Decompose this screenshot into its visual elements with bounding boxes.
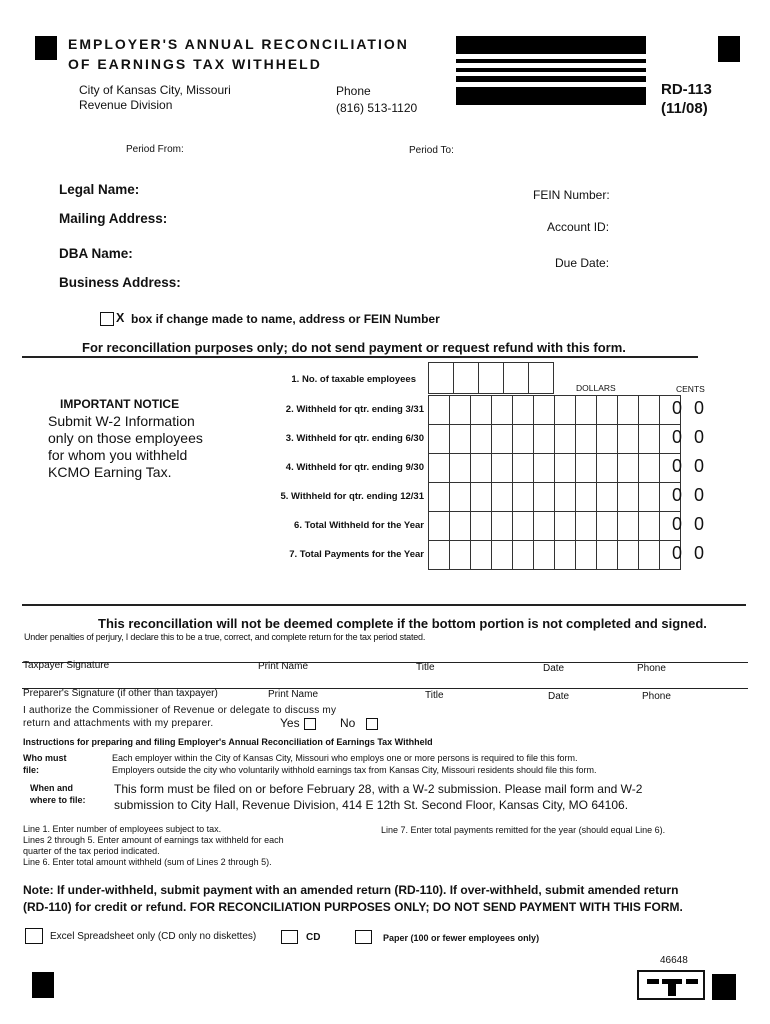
- legal-name-label: Legal Name:: [59, 182, 140, 197]
- when-where-text-2: submission to City Hall, Revenue Division, 414 E 12th St. Second Floor, Kansas City, MO 64106.: [114, 798, 629, 812]
- corner-mark-bottom-left: [32, 972, 54, 998]
- paper-checkbox[interactable]: [355, 930, 372, 944]
- taxpayer-date-label: Date: [543, 663, 565, 674]
- paper-option-label: Paper (100 or fewer employees only): [383, 933, 540, 943]
- phone-label: Phone: [336, 84, 371, 98]
- form-number: RD-113: [661, 81, 712, 98]
- line-4-cents-2: 0: [693, 456, 704, 476]
- line-7-label: 7. Total Payments for the Year: [289, 549, 424, 560]
- authorize-no-checkbox[interactable]: [366, 718, 378, 730]
- dba-name-label: DBA Name:: [59, 246, 133, 261]
- line-2-cents-1: 0: [671, 398, 682, 418]
- taxpayer-title-label: Title: [416, 662, 435, 673]
- taxpayer-phone-label: Phone: [637, 663, 666, 674]
- division-name: Revenue Division: [79, 98, 173, 112]
- line-6-cents-2: 0: [693, 514, 704, 534]
- line-note-2: Lines 2 through 5. Enter amount of earnings tax withheld for each: [23, 835, 284, 845]
- period-from-label: Period From:: [126, 144, 184, 155]
- preparer-title-label: Title: [425, 690, 444, 701]
- instructions-heading: Instructions for preparing and filing Employer's Annual Reconciliation of Earnings Tax Withheld: [23, 737, 433, 747]
- line-note-1: Line 1. Enter number of employees subject to tax.: [23, 824, 222, 834]
- line-3-label: 3. Withheld for qtr. ending 6/30: [285, 433, 424, 444]
- form-revision-date: (11/08): [661, 100, 708, 117]
- due-date-label: Due Date:: [555, 256, 610, 270]
- phone-number: (816) 513-1120: [336, 101, 418, 115]
- line-3-cents-1: 0: [671, 427, 682, 447]
- period-to-label: Period To:: [409, 145, 454, 156]
- reconciliation-heading: For reconcillation purposes only; do not send payment or request refund with this form.: [82, 340, 626, 355]
- line-note-7: Line 7. Enter total payments remitted for the year (should equal Line 6).: [381, 825, 666, 835]
- line-1-employee-count-boxes[interactable]: [428, 362, 554, 394]
- preparer-signature-label: Preparer's Signature (if other than taxpayer): [23, 688, 218, 699]
- note-line-1: Note: If under-withheld, submit payment with an amended return (RD-110). If over-withheld, submit amended return: [23, 883, 679, 897]
- line-5-cents-1: 0: [671, 485, 682, 505]
- who-must-file-text-2: Employers outside the city who voluntarily withhold earnings tax from Kansas City, Missouri residents should file this form.: [112, 765, 597, 775]
- line-5-label: 5. Withheld for qtr. ending 12/31: [280, 491, 424, 502]
- line-1-label: 1. No. of taxable employees: [291, 374, 416, 385]
- notice-line-4: KCMO Earning Tax.: [48, 464, 172, 480]
- authorize-yes-checkbox[interactable]: [304, 718, 316, 730]
- preparer-print-name-label: Print Name: [268, 689, 319, 700]
- line-6-label: 6. Total Withheld for the Year: [294, 520, 424, 531]
- line-2-label: 2. Withheld for qtr. ending 3/31: [285, 404, 424, 415]
- cd-option-label: CD: [306, 932, 321, 943]
- corner-mark-top-right: [718, 36, 740, 62]
- when-where-label-1: When and: [30, 783, 73, 793]
- notice-heading: IMPORTANT NOTICE: [60, 397, 180, 411]
- notice-line-2: only on those employees: [48, 430, 203, 446]
- preparer-date-label: Date: [548, 691, 570, 702]
- line-3-cents-2: 0: [693, 427, 704, 447]
- line-7-cents-1: 0: [671, 543, 682, 563]
- line-4-cents-1: 0: [671, 456, 682, 476]
- who-must-file-label-2: file:: [23, 765, 40, 775]
- line-4-label: 4. Withheld for qtr. ending 9/30: [285, 462, 424, 473]
- corner-mark-bottom-right: [712, 974, 736, 1000]
- authorize-no-label: No: [340, 716, 356, 730]
- line-6-cents-1: 0: [671, 514, 682, 534]
- amount-entry-grid[interactable]: [428, 395, 681, 570]
- account-id-label: Account ID:: [547, 220, 610, 234]
- authorize-yes-label: Yes: [280, 716, 300, 730]
- change-checkbox[interactable]: [100, 312, 114, 326]
- who-must-file-text-1: Each employer within the City of Kansas City, Missouri who employs one or more persons is required to file this form.: [112, 753, 578, 763]
- line-5-cents-2: 0: [693, 485, 704, 505]
- form-title-line2: OF EARNINGS TAX WITHHELD: [68, 56, 322, 72]
- authorize-line-1: I authorize the Commissioner of Revenue or delegate to discuss my: [23, 705, 337, 716]
- mailing-address-label: Mailing Address:: [59, 211, 168, 226]
- when-where-text-1: This form must be filed on or before February 28, with a W-2 submission. Please mail form and W-2: [114, 782, 643, 796]
- taxpayer-print-name-label: Print Name: [258, 661, 309, 672]
- notice-line-3: for whom you withheld: [48, 447, 188, 463]
- section-rule: [22, 604, 746, 606]
- when-where-label-2: where to file:: [30, 795, 86, 805]
- note-line-2: (RD-110) for credit or refund. FOR RECONCILIATION PURPOSES ONLY; DO NOT SEND PAYMENT WITH THIS FORM.: [23, 900, 683, 914]
- change-box-mark: X: [116, 311, 125, 325]
- city-name: City of Kansas City, Missouri: [79, 83, 231, 97]
- excel-checkbox[interactable]: [25, 928, 43, 944]
- notice-line-1: Submit W-2 Information: [48, 413, 195, 429]
- authorize-line-2: return and attachments with my preparer.: [23, 718, 214, 729]
- preparer-phone-label: Phone: [642, 691, 671, 702]
- change-box-label: box if change made to name, address or FEIN Number: [131, 312, 440, 326]
- line-2-cents-2: 0: [693, 398, 704, 418]
- excel-option-label: Excel Spreadsheet only (CD only no diskettes): [50, 931, 257, 942]
- line-note-4: Line 6. Enter total amount withheld (sum of Lines 2 through 5).: [23, 857, 272, 867]
- cd-checkbox[interactable]: [281, 930, 298, 944]
- line-7-cents-2: 0: [693, 543, 704, 563]
- taxpayer-signature-label: Taxpayer Signature: [23, 660, 110, 671]
- form-title-line1: EMPLOYER'S ANNUAL RECONCILIATION: [68, 36, 409, 52]
- business-address-label: Business Address:: [59, 275, 181, 290]
- completion-notice: This reconcillation will not be deemed complete if the bottom portion is not completed and signed.: [98, 616, 707, 631]
- fein-label: FEIN Number:: [533, 188, 610, 202]
- cents-column-header: CENTS: [676, 384, 705, 394]
- heading-rule: [22, 356, 698, 358]
- perjury-statement: Under penalties of perjury, I declare this to be a true, correct, and complete return for the tax period stated.: [24, 632, 426, 642]
- line-note-3: quarter of the tax period indicated.: [23, 846, 160, 856]
- who-must-file-label-1: Who must: [23, 753, 67, 763]
- form-code: 46648: [660, 955, 688, 966]
- corner-mark-top-left: [35, 36, 57, 60]
- dollars-column-header: DOLLARS: [576, 383, 616, 393]
